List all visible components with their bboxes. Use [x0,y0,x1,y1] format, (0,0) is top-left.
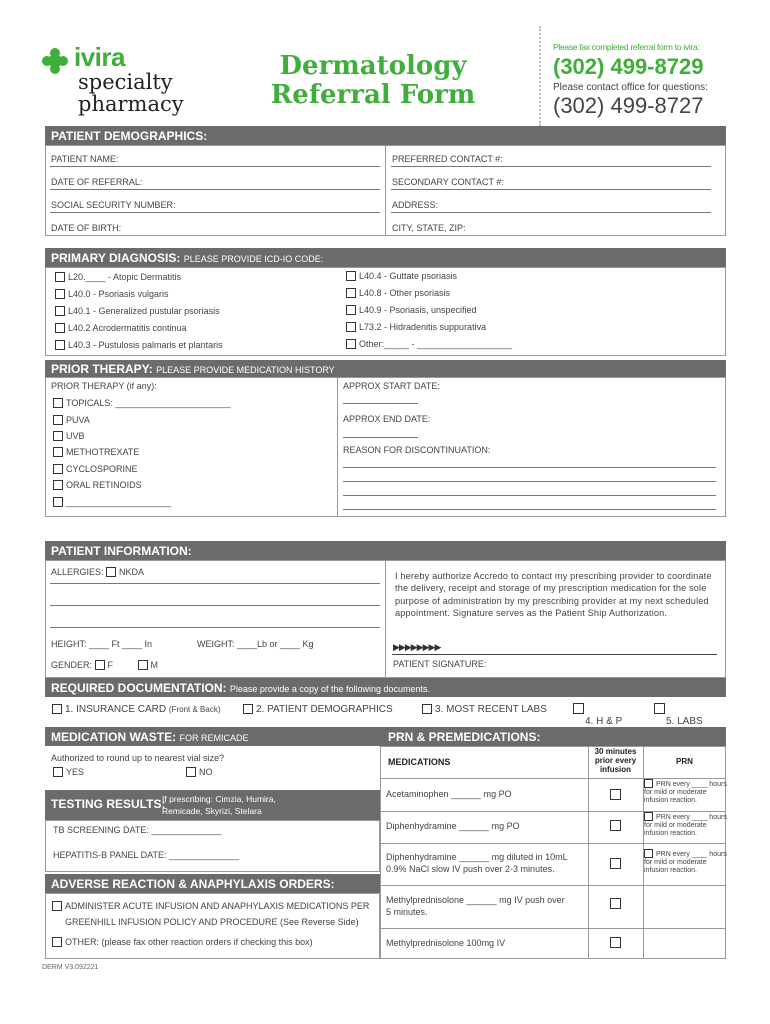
prior-oral-retinoids[interactable]: ORAL RETINOIDS [53,480,142,490]
tb-screening-label: TB SCREENING DATE: ______________ [53,825,222,835]
checkbox[interactable] [55,289,65,299]
checkbox[interactable] [243,704,253,714]
prior-therapy-if-any: PRIOR THERAPY (if any): [51,381,157,391]
diagnosis-l40-9[interactable]: L40.9 - Psoriasis, unspecified [346,305,477,315]
round-up-yes[interactable]: YES [53,767,84,777]
prn-row-4 [380,885,726,886]
checkbox[interactable] [55,306,65,316]
doc-hp-label: 4. H & P [585,716,623,727]
prn-col-prn-header: PRN [676,757,693,766]
doc-hp-checkbox[interactable] [573,703,584,716]
prn-header: PRN & PREMEDICATIONS: [380,727,726,746]
prn-med-acetaminophen: Acetaminophen ______ mg PO [386,789,512,799]
signature-line[interactable] [392,654,717,655]
prn-med-methylprednisolone-100: Methylprednisolone 100mg IV [386,938,506,948]
round-up-question: Authorized to round up to nearest vial size? [51,753,225,763]
preferred-contact-line[interactable] [391,166,711,167]
prn-option-3[interactable]: PRN every ____ hours for mild or moderate infusion reaction. [644,851,727,874]
fax-number: (302) 499-8729 [553,54,704,79]
signature-arrows: ▶▶▶▶▶▶▶▶ [393,642,441,652]
doc-patient-demographics[interactable]: 2. PATIENT DEMOGRAPHICS [243,704,393,715]
checkbox[interactable] [55,323,65,333]
prior-uvb[interactable]: UVB [53,431,85,441]
header-divider [539,26,541,126]
adverse-header: ADVERSE REACTION & ANAPHYLAXIS ORDERS: [45,874,380,893]
diagnosis-l20[interactable]: L20.____ - Atopic Dermatitis [55,272,181,282]
prior-other[interactable]: _____________________ [53,497,171,507]
prn-row-5 [380,928,726,929]
reason-line-1[interactable] [343,467,716,468]
prn-prior-checkbox-1[interactable] [610,789,621,802]
adverse-option-other[interactable]: OTHER: (please fax other reaction orders if checking this box) [52,937,313,947]
checkbox[interactable] [52,901,62,911]
ssn-label: SOCIAL SECURITY NUMBER: [51,200,176,210]
patient-name-line[interactable] [50,166,380,167]
prn-prior-checkbox-2[interactable] [610,820,621,833]
gender-m-checkbox[interactable] [138,660,148,670]
prior-therapy-header: PRIOR THERAPY: PLEASE PROVIDE MEDICATION HISTORY [45,360,726,377]
preferred-contact-label: PREFERRED CONTACT #: [392,154,503,164]
prn-prior-checkbox-3[interactable] [610,858,621,871]
checkbox[interactable] [346,322,356,332]
checkbox[interactable] [644,812,653,821]
prn-prior-checkbox-5[interactable] [610,937,621,950]
checkbox[interactable] [55,272,65,282]
patient-signature-label: PATIENT SIGNATURE: [393,659,487,669]
nkda-checkbox[interactable] [106,567,116,577]
approx-start-date-label: APPROX START DATE: [343,381,440,391]
checkbox[interactable] [346,339,356,349]
contact-block [553,42,753,119]
patient-info-divider [385,560,386,678]
prior-topicals[interactable]: TOPICALS: _______________________ [53,398,230,408]
brand-name-top: ivira [74,42,125,72]
allergies-line-2[interactable] [50,605,380,606]
logo [42,42,202,118]
doc-labs-label: 5. LABS [666,716,703,727]
diagnosis-l40-4[interactable]: L40.4 - Guttate psoriasis [346,271,457,281]
checkbox[interactable] [53,447,63,457]
med-waste-header: MEDICATION WASTE: FOR REMICADE [45,727,380,746]
date-of-referral-label: DATE OF REFERRAL: [51,177,143,187]
diagnosis-l40-0[interactable]: L40.0 - Psoriasis vulgaris [55,289,169,299]
prn-prior-checkbox-4[interactable] [610,898,621,911]
ssn-line[interactable] [50,212,380,213]
hepatitis-b-label: HEPATITIS-B PANEL DATE: ______________ [53,850,240,860]
allergies-line-3[interactable] [50,627,380,628]
fax-label: Please fax completed referral form to ivira: [553,42,700,52]
prn-med-diphenhydramine-iv: Diphenhydramine ______ mg diluted in 10mL 0.9% NaCl slow IV push over 2-3 minutes. [386,852,568,874]
address-line[interactable] [391,212,711,213]
diagnosis-l73-2[interactable]: L73.2 - Hidradenitis suppurativa [346,322,486,332]
checkbox[interactable] [53,497,63,507]
address-label: ADDRESS: [392,200,439,210]
page-title [268,52,478,110]
checkbox[interactable] [53,767,63,777]
checkbox[interactable] [186,767,196,777]
reason-discontinuation-label: REASON FOR DISCONTINUATION: [343,445,491,455]
prior-cyclosporine[interactable]: CYCLOSPORINE [53,464,138,474]
checkbox[interactable] [346,288,356,298]
demographics-header: PATIENT DEMOGRAPHICS: [45,126,726,145]
prn-col-meds-header: MEDICATIONS [388,757,451,767]
gender-f-checkbox[interactable] [95,660,105,670]
secondary-contact-line[interactable] [391,189,711,190]
reason-line-4[interactable] [343,509,716,510]
title-line-1: Dermatology [279,51,467,81]
secondary-contact-label: SECONDARY CONTACT #: [392,177,504,187]
checkbox[interactable] [53,480,63,490]
diagnosis-l40-8[interactable]: L40.8 - Other psoriasis [346,288,450,298]
phone-label: Please contact office for questions: [553,82,708,93]
required-docs-header: REQUIRED DOCUMENTATION: Please provide a copy of the following documents. [45,678,726,697]
form-version: DERM V3.092221 [42,964,99,971]
demographics-divider [385,145,386,236]
diagnosis-l40-3[interactable]: L40.3 - Pustulosis palmaris et plantaris [55,340,223,350]
adverse-option-greenhill[interactable]: ADMINISTER ACUTE INFUSION AND ANAPHYLAXIS MEDICATIONS PER GREENHILL INFUSION POLICY AND PROCEDURE (See Reverse Side) [52,898,369,930]
phone-number: (302) 499-8727 [553,93,704,118]
allergies-line-1[interactable] [50,583,380,584]
height-label: HEIGHT: ____ Ft ____ In [51,639,153,649]
checkbox[interactable] [53,415,63,425]
diagnosis-header: PRIMARY DIAGNOSIS: PLEASE PROVIDE ICD-IO CODE: [45,248,726,267]
checkbox[interactable] [346,305,356,315]
start-date-line[interactable] [343,403,418,404]
testing-header: TESTING RESULTS: [45,790,380,820]
checkbox[interactable] [53,431,63,441]
prn-option-2[interactable]: PRN every ____ hours for mild or moderate infusion reaction. [644,814,727,837]
patient-name-label: PATIENT NAME: [51,154,119,164]
doc-insurance-card[interactable]: 1. INSURANCE CARD (Front & Back) [52,704,221,715]
city-state-zip-label: CITY, STATE, ZIP: [392,223,466,233]
reason-line-2[interactable] [343,481,716,482]
diagnosis-l40-1[interactable]: L40.1 - Generalized pustular psoriasis [55,306,220,316]
prn-row-3 [380,843,726,844]
doc-labs-checkbox[interactable] [654,703,665,716]
checkbox[interactable] [422,704,432,714]
checkbox[interactable] [55,340,65,350]
weight-label: WEIGHT: ____Lb or ____ Kg [197,639,314,649]
prn-med-diphenhydramine-po: Diphenhydramine ______ mg PO [386,821,520,831]
date-of-referral-line[interactable] [50,189,380,190]
doc-most-recent-labs[interactable]: 3. MOST RECENT LABS [422,704,547,715]
checkbox[interactable] [644,849,653,858]
prn-option-1[interactable]: PRN every ____ hours for mild or moderate infusion reaction. [644,781,727,804]
checkbox[interactable] [52,937,62,947]
prn-col-prior-header: 30 minutes prior every infusion [594,747,637,774]
approx-end-date-label: APPROX END DATE: [343,414,431,424]
round-up-no[interactable]: NO [186,767,213,777]
checkbox[interactable] [346,271,356,281]
checkbox[interactable] [53,398,63,408]
prior-methotrexate[interactable]: METHOTREXATE [53,447,139,457]
title-line-2: Referral Form [270,80,476,110]
dob-label: DATE OF BIRTH: [51,223,122,233]
diagnosis-l40-2[interactable]: L40.2 Acrodermatitis continua [55,323,187,333]
authorization-text: I hereby authorize Accredo to contact my prescribing provider to coordinate the delivery, receipt and storage of my prescription medication for the sole purpose of administration by my prescribing provider at my next scheduled appointment. Signature serves as the Patient Ship Authorization. [395,571,712,619]
checkbox[interactable] [53,464,63,474]
prior-therapy-divider [337,377,338,517]
plus-cross-icon [42,48,68,74]
prn-med-methylprednisolone-push: Methylprednisolone ______ mg IV push over 5 minutes. [386,895,565,917]
checkbox[interactable] [644,779,653,788]
end-date-line[interactable] [343,437,418,438]
brand-name-bottom: pharmacy [78,92,184,116]
patient-info-header: PATIENT INFORMATION: [45,541,726,560]
allergies-row: ALLERGIES: NKDA [51,567,145,577]
prior-puva[interactable]: PUVA [53,415,90,425]
diagnosis-other[interactable]: Other:_____ - ___________________ [346,339,512,349]
brand-name-mid: specialty [78,70,173,94]
checkbox[interactable] [52,704,62,714]
gender-row: GENDER: F M [51,660,159,670]
reason-line-3[interactable] [343,495,716,496]
testing-note: If prescribing: Cimzia, Humira, Remicade, Skyrizi, Stelara [162,794,276,816]
